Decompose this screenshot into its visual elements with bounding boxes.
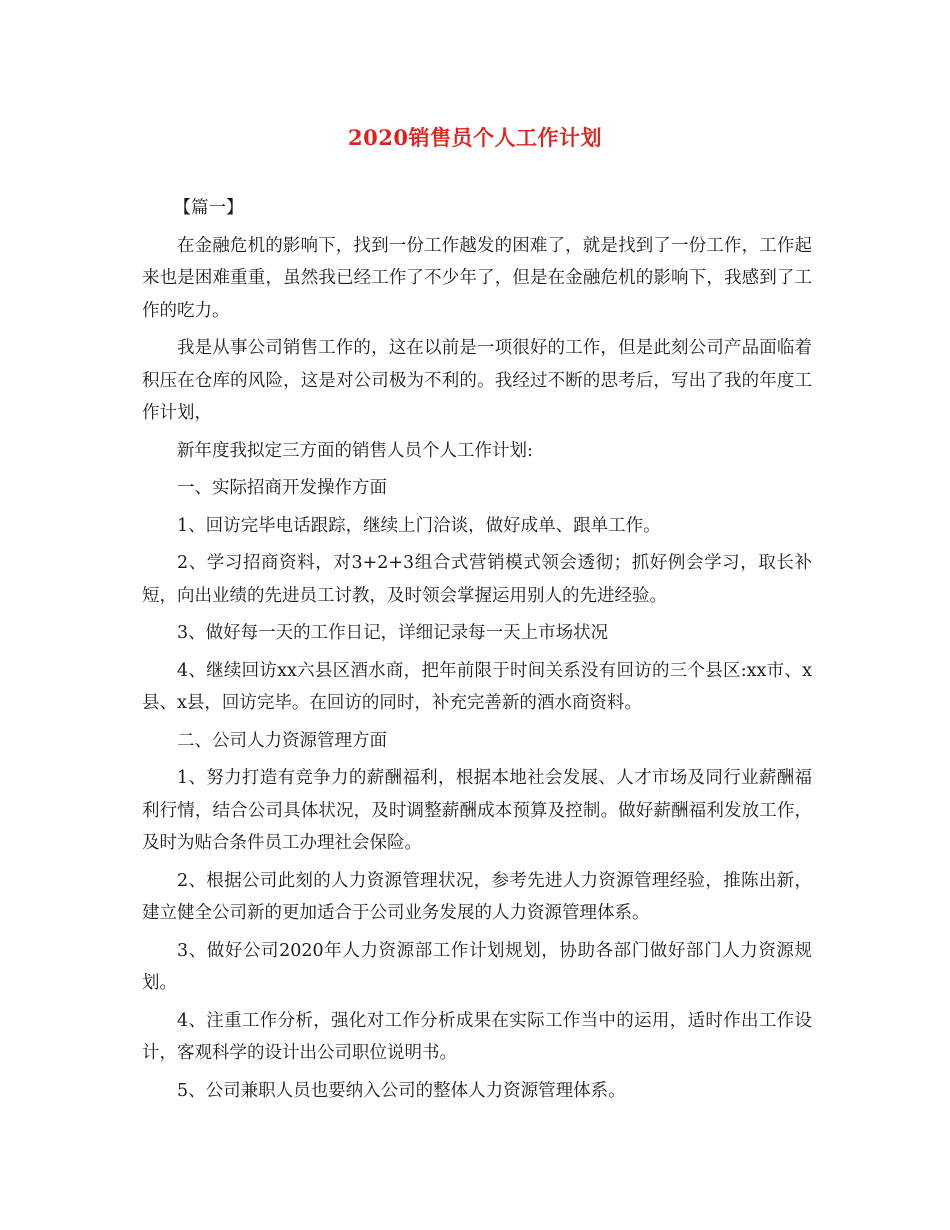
section-heading: 二、公司人力资源管理方面 xyxy=(177,730,387,751)
document-body xyxy=(142,192,812,1112)
section-heading: 一、实际招商开发操作方面 xyxy=(177,478,387,498)
list-item: 3、做好每一天的工作日记，详细记录每一天上市场状况 xyxy=(177,623,609,643)
list-item: 1、回访完毕电话跟踪，继续上门洽谈，做好成单、跟单工作。 xyxy=(177,515,661,536)
list-item: 3、做好公司2020年人力资源部工作计划规划，协助各部门做好部门人力资源规划。 xyxy=(142,940,812,993)
paragraph: 在金融危机的影响下，找到一份工作越发的困难了，就是找到了一份工作，工作起来也是困难重重，虽然我已经工作了不少年了，但是在金融危机的影响下，我感到了工作的吃力。 xyxy=(142,235,812,321)
list-item: 5、公司兼职人员也要纳入公司的整体人力资源管理体系。 xyxy=(177,1080,626,1101)
paragraph: 新年度我拟定三方面的销售人员个人工作计划: xyxy=(177,440,533,461)
list-item: 2、学习招商资料，对3+2+3组合式营销模式领会透彻；抓好例会学习，取长补短，向出业绩的先进员工讨教，及时领会掌握运用别人的先进经验。 xyxy=(142,553,812,606)
list-item: 2、根据公司此刻的人力资源管理状况，参考先进人力资源管理经验，推陈出新，建立健全公司新的更加适合于公司业务发展的人力资源管理体系。 xyxy=(142,870,812,923)
document-title: 2020销售员个人工作计划 xyxy=(348,125,602,150)
section-label: 【篇一】 xyxy=(173,198,244,218)
list-item: 1、努力打造有竞争力的薪酬福利，根据本地社会发展、人才市场及同行业薪酬福利行情，结合公司具体状况，及时调整薪酬成本预算及控制。做好薪酬福利发放工作，及时为贴合条件员工办理社会保险。 xyxy=(142,768,812,853)
list-item: 4、继续回访xx六县区酒水商，把年前限于时间关系没有回访的三个县区:xx市、x县、x县，回访完毕。在回访的同时，补充完善新的酒水商资料。 xyxy=(142,660,812,713)
list-item: 4、注重工作分析，强化对工作分析成果在实际工作当中的运用，适时作出工作设计，客观科学的设计出公司职位说明书。 xyxy=(142,1010,812,1063)
paragraph: 我是从事公司销售工作的，这在以前是一项很好的工作，但是此刻公司产品面临着积压在仓库的风险，这是对公司极为不利的。我经过不断的思考后，写出了我的年度工作计划， xyxy=(142,338,812,423)
